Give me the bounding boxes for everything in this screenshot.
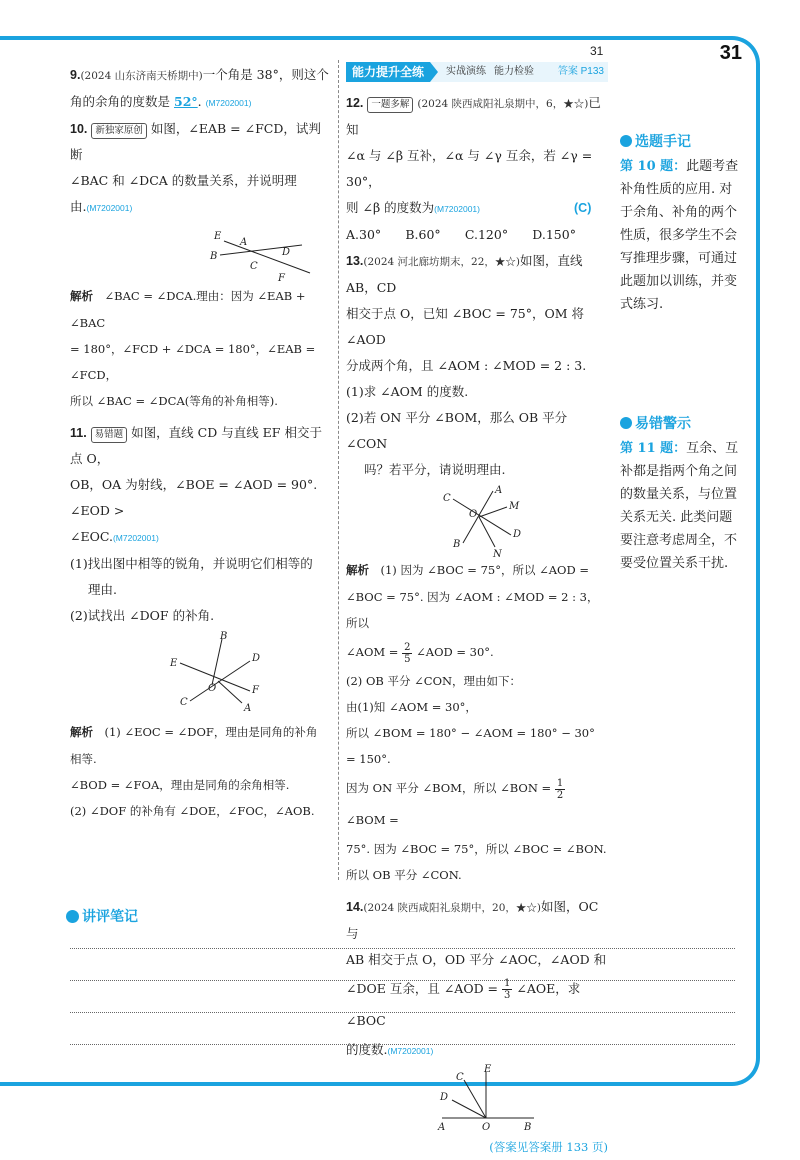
question-9: 9.(2024 山东济南天桥期中)一个角是 38°，则这个 [70,67,329,82]
fraction: $\frac{1}{2}$ [556,777,564,801]
figure-q11 [160,631,270,714]
answer-choice: (C) [573,201,592,215]
fraction: $\frac{1}{3}$ [504,978,511,1001]
question-12: 12. 一题多解 (2024 陕西咸阳礼泉期中，6，★☆)已知 [346,95,601,137]
page-number-small: 31 [590,44,604,58]
fig-label: M [509,501,520,512]
fig-label: D [513,529,522,540]
note-line [70,980,735,981]
choices: A.30° B.60° C.120° D.150° [346,227,576,242]
fig-label: N [493,549,502,560]
fig-label: A [240,237,248,248]
fig-label: E [170,658,178,669]
fig-label: C [443,493,451,504]
note-icon [620,135,632,147]
fig-label: B [210,251,218,262]
question-11: 11. 易错题 如图，直线 CD 与直线 EF 相交于点 O， [70,425,322,466]
section-banner: 能力提升全练 实战演练 能力检验 答案 P133 [346,62,608,82]
solution-q13: 解析 (1) 因为 ∠BOC = 75°，所以 ∠AOD = ∠BOC = 75°. 因为 ∠AOM : ∠MOD = 2 : 3，所以 ∠AOM = $\frac{2}{5}$ ∠AOD = 30°. (2) OB 平分 ∠CON，理由如下： 由(1)知 ∠AOM = 30°， 所以 ∠BOM = 180° − ∠AOM = 180° − 30° = 150°. 因为 ON 平分 ∠BOM，所以 ∠BON = $\frac{1}{2}$ ∠BOM = 75°. 因为 ∠BOC = 75°，所以 ∠BOC = ∠BON. 所以 OB 平分 ∠CON. [346,563,607,882]
fig-label: D [282,247,291,258]
note-line [70,1044,735,1045]
note-line [70,1012,735,1013]
solution-q10: 解析 ∠BAC = ∠DCA.理由：因为 ∠EAB + ∠BAC = 180°，∠FCD + ∠DCA = 180°，∠EAB = ∠FCD， 所以 ∠BAC = ∠DCA(等角的补角相等). [70,289,316,408]
fig-label: B [524,1122,532,1133]
answer-blank: 52° [174,94,198,109]
note-text: 第 10 题：此题考查补角性质的应用. 对于余角、补角的两个性质，很多学生不会写推理步骤，可通过此题加以训练，并变式练习. [620,159,739,312]
tag-badge: 新独家原创 [91,123,147,139]
fig-label: C [456,1072,464,1083]
answer-reference: (答案见答案册 133 页) [489,1140,608,1154]
notes-icon [66,910,79,923]
figure-q14 [434,1066,544,1132]
fig-label: B [220,631,228,642]
fig-label: O [482,1122,491,1133]
fig-label: D [440,1092,449,1103]
column-divider [338,60,339,880]
middle-column: 能力提升全练 实战演练 能力检验 答案 P133 12. 一题多解 (2024 陕西咸阳礼泉期中，6，★☆)已知 ∠α 与 ∠β 互补，∠α 与 ∠γ 互余，若 ∠γ = 30°， 则 ∠β 的度数为(M7202001) (C) A.30° B.60° C.120° D.150° 13.(2024 河北廊坊期末，22，★☆)如图，直线 AB，CD 相交于点 O，已知 ∠BOC = 75°，OM 将 ∠AOD 分成两个角，且 ∠AOM : ∠MOD = 2 : 3. (1)求 ∠AOM 的度数. (2)若 ON 平分 ∠BOM，那么 OB 平分 ∠CON 吗？若平分，请说明理由. A C O M D B N 解析 (1) 因为 ∠BOC = 75°，所以 ∠AOD = ∠BOC = 75°. 因为 ∠AOM : ∠MOD = 2 : 3，所以 ∠AOM = $\frac{2}{5}$ ∠AOD = 30°. (2) OB 平分 ∠CON，理由如下： 由(1)知 ∠AOM = 30°， 所以 ∠BOM = 180° − ∠AOM = 180° − 30° = 150°. 因为 ON 平分 ∠BOM，所以 ∠BON = $\frac{1}{2}$ ∠BOM = 75°. 因为 ∠BOC = 75°，所以 ∠BOC = ∠BON. 所以 OB 平分 ∠CON. 14.(2024 陕西咸阳礼泉期中，20，★☆)如图，OC 与 AB 相交于点 O，OD 平分 ∠AOC，∠AOD 和 ∠DOE 互余，且 ∠AOD = $\frac{1}{3}$ ∠AOE，求 ∠BOC 的度数.(M7202001) E C D A O B (答案见答案册 133 页) [346,62,608,1160]
warning-icon [620,417,632,429]
fig-label: E [484,1064,492,1075]
fig-label: A [495,485,503,496]
side-notes [620,130,740,575]
note-line [70,948,735,949]
fig-label: C [180,697,188,708]
fig-label: D [252,653,261,664]
fig-label: C [250,261,258,272]
left-column: 9.(2024 山东济南天桥期中)一个角是 38°，则这个 角的余角的度数是 52°. (M7202001) 10. 新独家原创 如图，∠EAB = ∠FCD，试判断 ∠BAC 和 ∠DCA 的数量关系，并说明理 由.(M7202001) E A B C D F 解析 ∠BAC = ∠DCA.理由：因为 ∠EAB + ∠BAC = 180°，∠FCD + ∠DCA = 180°，∠EAB = ∠FCD， 所以 ∠BAC = ∠DCA(等角的补角相等). 11. 易错题 如图，直线 CD 与直线 EF 相交于点 O， OB，OA 为射线，∠BOE = ∠AOD = 90°. ∠EOD > ∠EOC.(M7202001) (1)找出图中相等的锐角，并说明它们相等的 理由. (2)试找出 ∠DOF 的补角. B D E O F C A 解析 (1) ∠EOC = ∠DOF，理由是同角的补角 相等. ∠BOD = ∠FOA，理由是同角的余角相等. (2) ∠DOF 的补角有 ∠DOE，∠FOC，∠AOB. [70,62,332,824]
question-14: 14.(2024 陕西咸阳礼泉期中，20，★☆)如图，OC 与 [346,899,599,941]
notes-title: 讲评笔记 [66,906,138,926]
page-number: 31 [719,42,742,64]
fraction: $\frac{2}{5}$ [404,641,411,665]
note-title: 易错警示 [620,412,740,435]
fig-label: E [214,231,222,242]
question-13: 13.(2024 河北廊坊期末，22，★☆)如图，直线 AB，CD [346,253,583,295]
figure-q10 [210,223,320,284]
banner-arrow-icon [430,62,438,82]
tag-badge: 一题多解 [367,97,413,113]
fig-label: B [453,539,461,550]
fig-label: O [208,683,217,694]
question-10: 10. 新独家原创 如图，∠EAB = ∠FCD，试判断 [70,121,321,162]
fig-label: F [252,685,259,696]
tag-badge: 易错题 [91,427,128,443]
fig-label: A [438,1122,446,1133]
figure-q13 [441,485,531,560]
solution-q11: 解析 (1) ∠EOC = ∠DOF，理由是同角的补角 相等. ∠BOD = ∠FOA，理由是同角的余角相等. (2) ∠DOF 的补角有 ∠DOE，∠FOC，∠AOB. [70,725,318,818]
fig-label: O [469,509,478,520]
note-title: 选题手记 [620,130,740,153]
fig-label: A [244,703,252,714]
fig-label: F [278,273,285,284]
note-text: 第 11 题：互余、互补都是指两个角之间的数量关系，与位置关系无关. 此类问题要注意考虑周全，不要受位置关系干扰. [620,441,739,571]
